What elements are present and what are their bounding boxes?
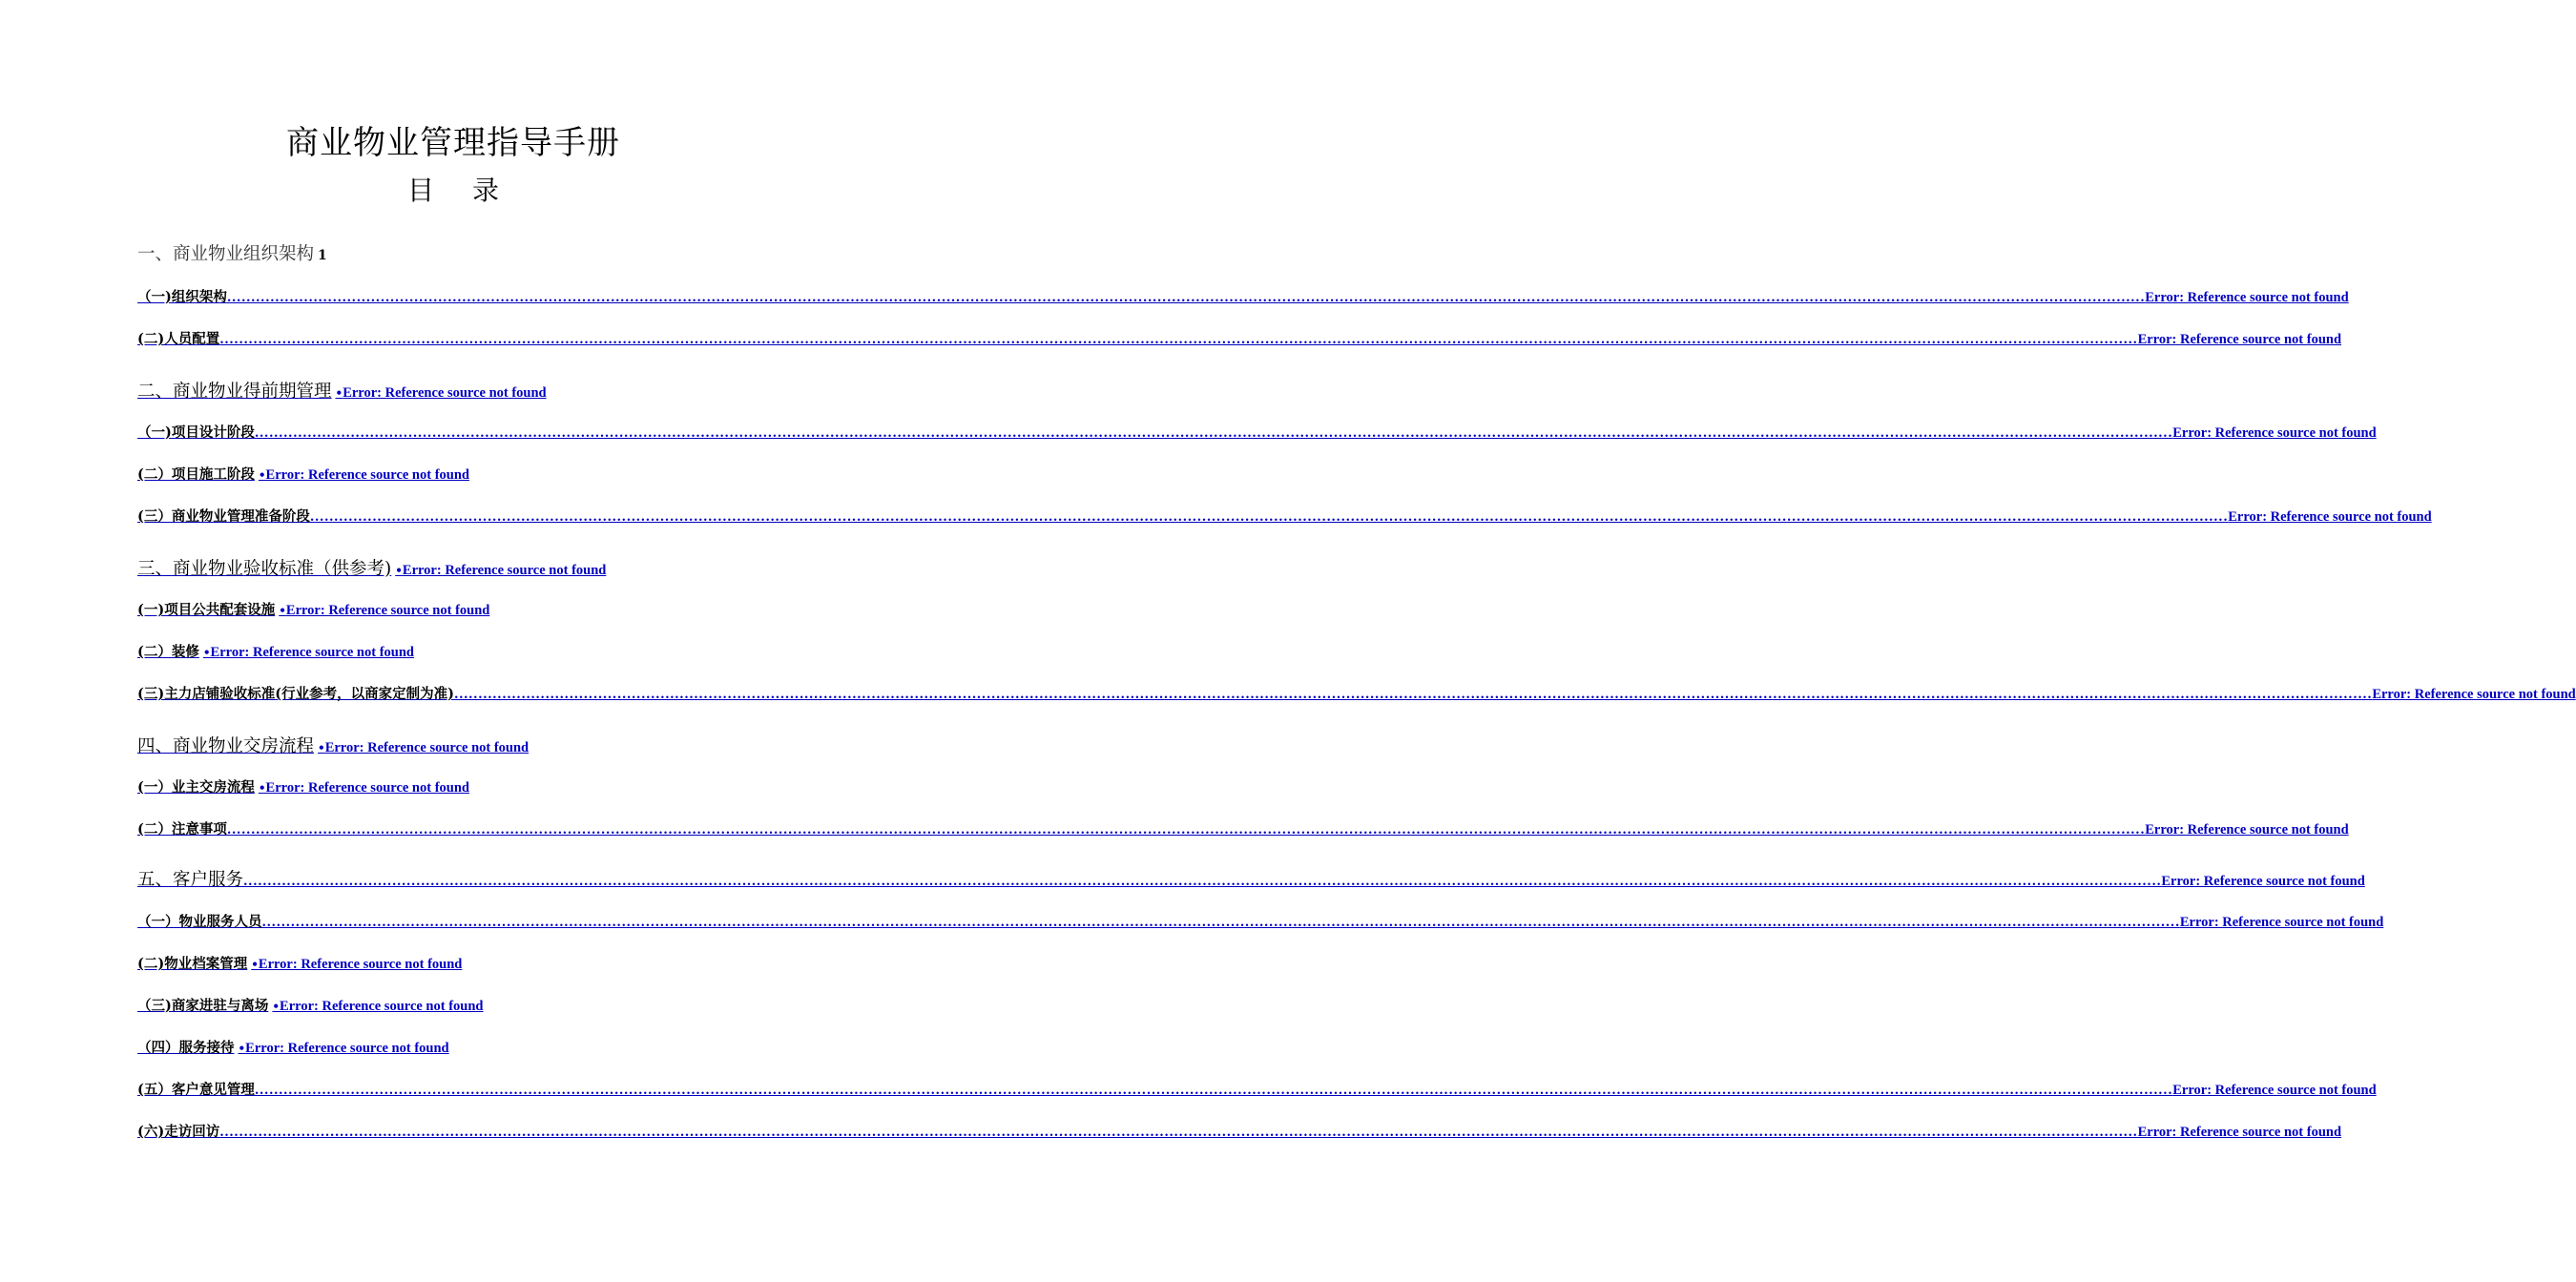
toc-entry[interactable] <box>137 286 2349 306</box>
toc-entry-reference-link[interactable]: Error: Reference source not found <box>265 467 469 483</box>
toc-entry-reference-link[interactable]: Error: Reference source not found <box>2145 822 2349 837</box>
toc-dot-leader: ................................................................................................................................................................................................................................................................................................................................................................................................................ <box>226 291 2146 305</box>
toc-entry[interactable] <box>137 422 2377 442</box>
toc-entry[interactable] <box>137 641 414 661</box>
toc-entry-reference-link[interactable]: Error: Reference source not found <box>285 603 490 618</box>
toc-entry[interactable] <box>137 464 469 484</box>
toc-tab-marker: • <box>279 604 286 617</box>
toc-entry-reference-link[interactable]: Error: Reference source not found <box>2161 874 2365 889</box>
toc-entry[interactable] <box>137 555 606 580</box>
toc-entry-label: (六)走访回访 <box>137 1124 220 1140</box>
toc-tab-marker: • <box>335 386 343 400</box>
toc-entry[interactable] <box>137 599 489 619</box>
toc-dot-leader: ................................................................................................................................................................................................................................................................................................................................................................................................................ <box>243 875 2162 889</box>
toc-dot-leader: ................................................................................................................................................................................................................................................................................................................................................................................................................ <box>453 688 2373 702</box>
toc-entry-label: (二）装修 <box>137 644 199 660</box>
toc-tab-marker: • <box>258 781 266 795</box>
toc-entry[interactable] <box>137 506 2432 526</box>
toc-entry-reference-link[interactable]: Error: Reference source not found <box>2137 332 2342 347</box>
toc-entry-label: （四）服务接待 <box>137 1040 235 1056</box>
toc-entry-label: 一、商业物业组织架构 <box>137 244 315 264</box>
toc-dot-leader: ................................................................................................................................................................................................................................................................................................................................................................................................................ <box>219 333 2138 347</box>
toc-entry-reference-link[interactable]: Error: Reference source not found <box>402 563 607 578</box>
toc-entry[interactable] <box>137 995 483 1015</box>
toc-tab-marker: • <box>318 741 325 755</box>
toc-entry-reference-link[interactable]: Error: Reference source not found <box>2228 509 2432 525</box>
toc-entry-reference-link[interactable]: Error: Reference source not found <box>2172 1083 2377 1098</box>
toc-entry-label: (三）商业物业管理准备阶段 <box>137 508 310 525</box>
toc-entry-page-number: 1 <box>318 248 327 263</box>
toc-entry-label: 五、客户服务 <box>137 870 244 890</box>
toc-entry-label: 三、商业物业验收标准（供参考) <box>137 559 392 579</box>
toc-dot-leader: ................................................................................................................................................................................................................................................................................................................................................................................................................ <box>254 1084 2173 1098</box>
toc-entry-label: (二)人员配置 <box>137 331 220 347</box>
toc-entry[interactable] <box>137 1037 449 1057</box>
toc-entry[interactable] <box>137 818 2349 838</box>
toc-entry-label: (二）注意事项 <box>137 821 227 837</box>
toc-entry[interactable] <box>137 866 2365 891</box>
toc-entry-label: (三)主力店铺验收标准(行业参考，以商家定制为准) <box>137 686 454 702</box>
toc-heading: 目录 <box>406 175 537 206</box>
toc-entry-reference-link[interactable]: Error: Reference source not found <box>2145 290 2349 305</box>
toc-dot-leader: ................................................................................................................................................................................................................................................................................................................................................................................................................ <box>309 510 2229 525</box>
toc-entry-label: (二)物业档案管理 <box>137 956 248 972</box>
toc-entry[interactable] <box>137 683 2576 703</box>
toc-entry-reference-link[interactable]: Error: Reference source not found <box>258 957 463 972</box>
toc-entry-reference-link[interactable]: Error: Reference source not found <box>343 385 547 401</box>
toc-dot-leader: ................................................................................................................................................................................................................................................................................................................................................................................................................ <box>226 823 2146 837</box>
toc-tab-marker: • <box>258 468 266 482</box>
toc-entry-label: (二）项目施工阶段 <box>137 466 255 483</box>
toc-tab-marker: • <box>395 564 403 577</box>
toc-tab-marker: • <box>272 1000 280 1013</box>
toc-entry[interactable] <box>137 733 529 757</box>
toc-tab-marker: • <box>251 958 259 971</box>
toc-tab-marker: • <box>202 646 211 659</box>
toc-entry-label: (一）业主交房流程 <box>137 779 255 796</box>
toc-entry[interactable] <box>137 378 547 403</box>
toc-entry-reference-link[interactable]: Error: Reference source not found <box>2179 915 2384 930</box>
toc-entry-reference-link[interactable]: Error: Reference source not found <box>2172 425 2377 441</box>
toc-dot-leader: ................................................................................................................................................................................................................................................................................................................................................................................................................ <box>219 1126 2138 1140</box>
toc-entry-label: （一)组织架构 <box>137 289 227 305</box>
toc-entry-reference-link[interactable]: Error: Reference source not found <box>324 740 530 755</box>
toc-entry[interactable] <box>137 953 462 973</box>
toc-entry-reference-link[interactable]: Error: Reference source not found <box>245 1041 449 1056</box>
toc-dot-leader: ................................................................................................................................................................................................................................................................................................................................................................................................................ <box>261 916 2180 930</box>
toc-entry[interactable] <box>137 776 469 796</box>
toc-entry-label: （三)商家进驻与离场 <box>137 998 269 1014</box>
toc-entry-label: (五）客户意见管理 <box>137 1082 255 1098</box>
toc-tab-marker: • <box>238 1042 246 1055</box>
toc-entry-label: （一)项目设计阶段 <box>137 424 255 441</box>
toc-entry-label: （一）物业服务人员 <box>137 914 262 930</box>
document-title: 商业物业管理指导手册 <box>286 124 620 162</box>
toc-entry-reference-link[interactable]: Error: Reference source not found <box>2372 687 2576 702</box>
toc-dot-leader: ................................................................................................................................................................................................................................................................................................................................................................................................................ <box>254 426 2173 441</box>
toc-entry-label: 四、商业物业交房流程 <box>137 736 315 756</box>
toc-entry[interactable] <box>137 240 769 265</box>
toc-entry-reference-link[interactable]: Error: Reference source not found <box>265 780 469 796</box>
toc-entry[interactable] <box>137 328 2342 348</box>
toc-entry[interactable] <box>137 911 2384 931</box>
toc-entry-label: 二、商业物业得前期管理 <box>137 382 332 402</box>
toc-entry[interactable] <box>137 1079 2377 1099</box>
toc-entry-reference-link[interactable]: Error: Reference source not found <box>210 645 414 660</box>
toc-entry-reference-link[interactable]: Error: Reference source not found <box>280 999 484 1014</box>
toc-entry[interactable] <box>137 1121 2342 1141</box>
toc-entry-label: (一)项目公共配套设施 <box>137 602 276 618</box>
toc-entry-reference-link[interactable]: Error: Reference source not found <box>2137 1125 2342 1140</box>
